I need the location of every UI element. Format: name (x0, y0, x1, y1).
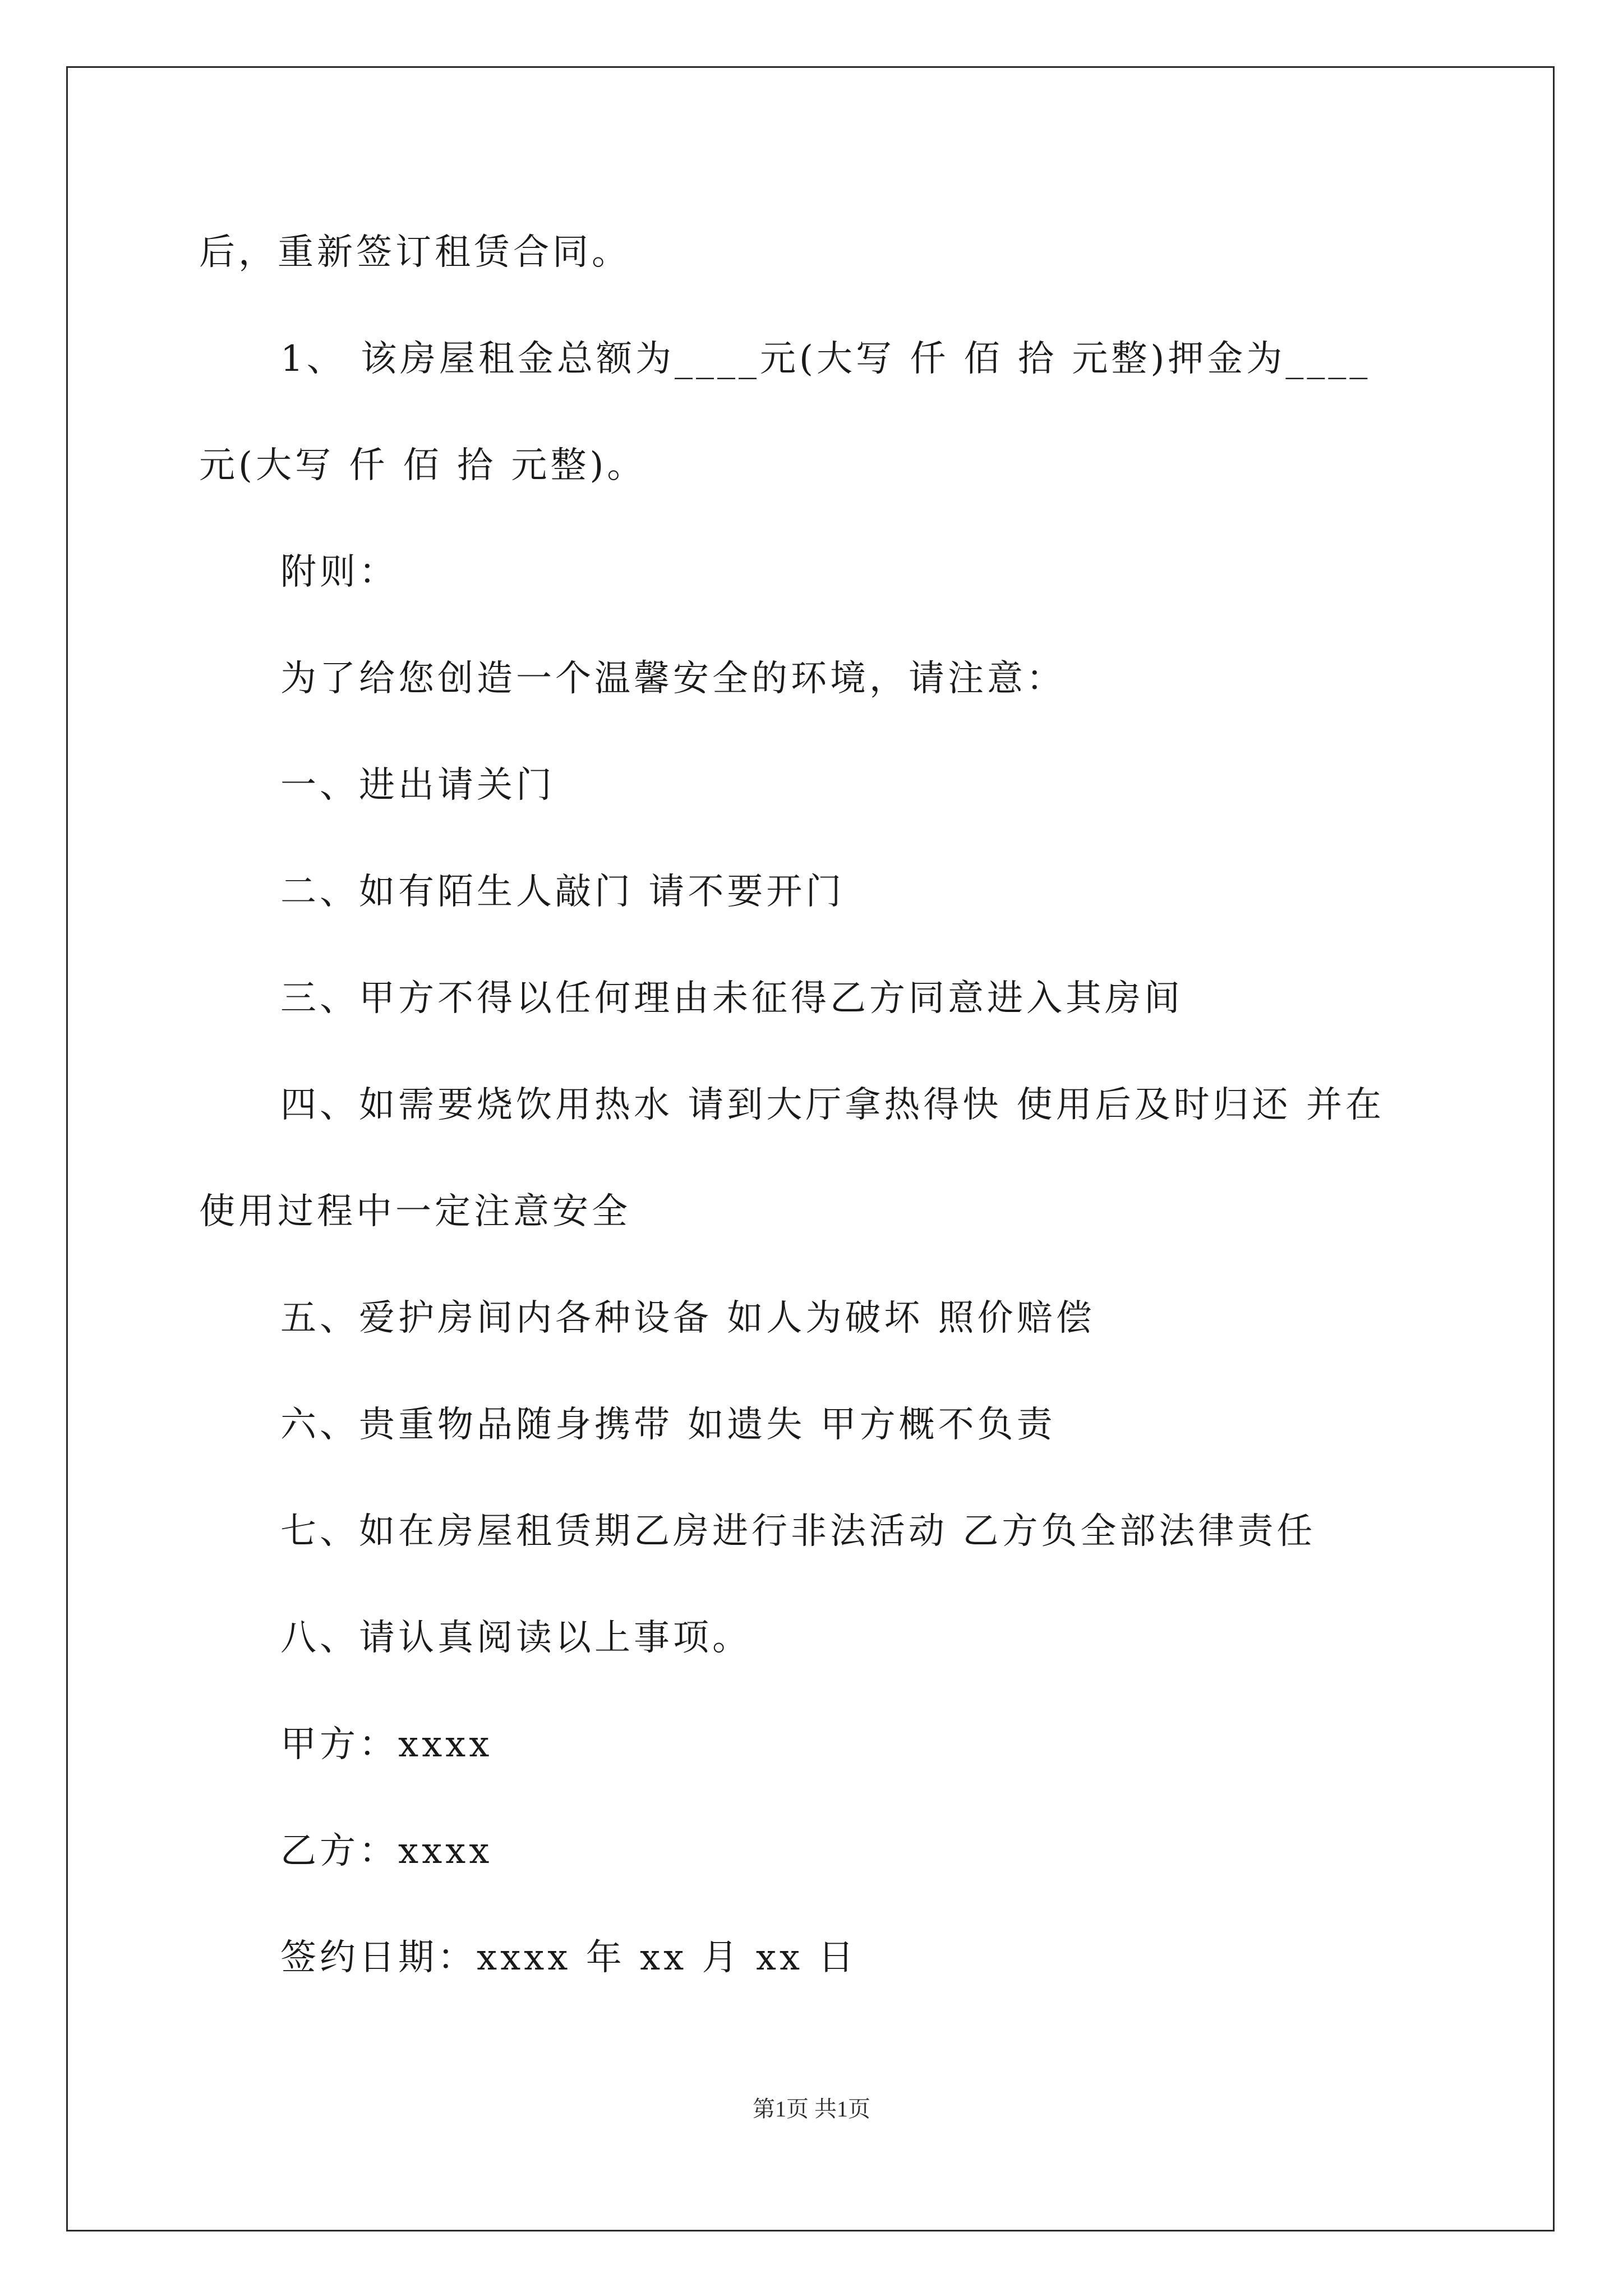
page-border (66, 66, 1555, 2231)
paragraph-line: 1、 该房屋租金总额为____元(大写 仟 佰 拾 元整)押金为____ (280, 338, 1371, 380)
list-item: 六、贵重物品随身携带 如遗失 甲方概不负责 (280, 1404, 1056, 1446)
list-item: 二、如有陌生人敲门 请不要开门 (280, 871, 845, 913)
list-item: 三、甲方不得以任何理由未征得乙方同意进入其房间 (280, 978, 1183, 1019)
list-item: 一、进出请关门 (280, 765, 555, 806)
paragraph-line: 为了给您创造一个温馨安全的环境，请注意： (280, 658, 1066, 700)
list-item: 五、爱护房间内各种设备 如人为破坏 照价赔偿 (280, 1297, 1095, 1339)
list-item: 八、请认真阅读以上事项。 (280, 1617, 751, 1659)
paragraph-line: 后，重新签订租赁合同。 (199, 232, 631, 273)
list-item: 四、如需要烧饮用热水 请到大厅拿热得快 使用后及时归还 并在 (280, 1084, 1385, 1126)
list-item-continuation: 使用过程中一定注意安全 (199, 1191, 631, 1232)
party-b-signature: 乙方：xxxx (280, 1830, 493, 1872)
signing-date: 签约日期：xxxx 年 xx 月 xx 日 (280, 1937, 857, 1978)
party-a-signature: 甲方：xxxx (280, 1724, 493, 1765)
section-heading: 附则： (280, 551, 398, 593)
paragraph-line: 元(大写 仟 佰 拾 元整)。 (199, 445, 647, 486)
list-item: 七、如在房屋租赁期乙房进行非法活动 乙方负全部法律责任 (280, 1511, 1316, 1552)
page-footer: 第1页 共1页 (753, 2096, 870, 2122)
